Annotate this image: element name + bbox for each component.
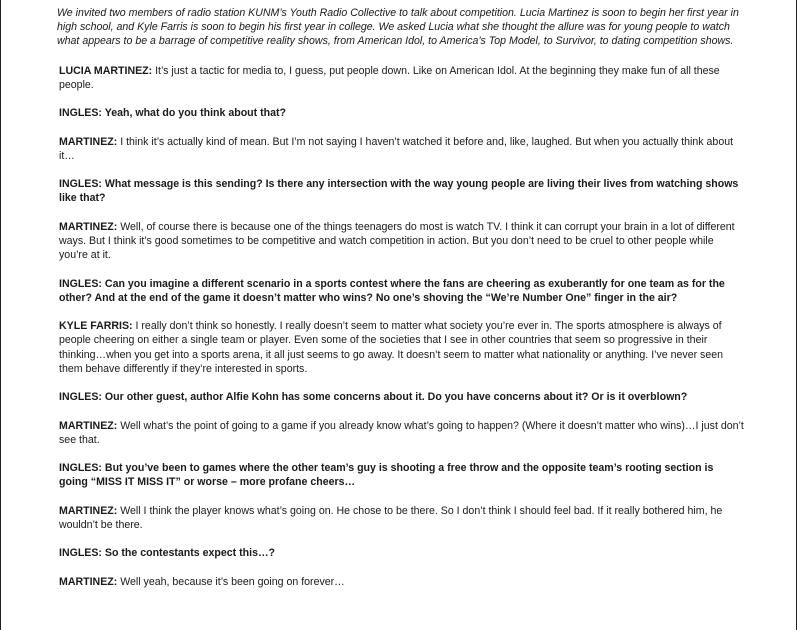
speaker-label: INGLES:: [59, 462, 102, 475]
speaker-label: MARTINEZ:: [59, 575, 118, 588]
speaker-label: MARTINEZ:: [59, 135, 118, 148]
speaker-label: MARTINEZ:: [59, 504, 118, 517]
utterance-text: Well what’s the point of going to a game if you already know what’s going to happen? (Where it doesn’t matter who wins)…I just don’t see that.: [59, 419, 744, 446]
speaker-label: KYLE FARRIS:: [59, 320, 133, 333]
utterance-text: Well, of course there is because one of the things teenagers do most is watch TV. I think it can corrupt your brain in a lot of different ways. But I think it’s good sometimes to be competitive and watch competition in action. But you don’t need to be cruel to other people while you’re at it.: [59, 220, 735, 262]
transcript-paragraph: [57, 220, 745, 263]
utterance-text: Well yeah, because it’s been going on forever…: [117, 575, 345, 588]
question-paragraph: [57, 546, 745, 560]
utterance-text: Our other guest, author Alfie Kohn has some concerns about it. Do you have concerns about it? Or is it overblown?: [101, 391, 688, 404]
speaker-label: MARTINEZ:: [59, 419, 118, 432]
utterance-text: I think it’s actually kind of mean. But I’m not saying I haven’t watched it before and, like, laughed. But when you actually think about it…: [59, 135, 734, 162]
question-paragraph: [57, 106, 745, 120]
speaker-label: MARTINEZ:: [59, 220, 118, 233]
utterance-text: What message is this sending? Is there any intersection with the way young people are living their lives from watching shows like that?: [59, 178, 739, 205]
utterance-text: Yeah, what do you think about that?: [101, 107, 286, 120]
utterance-text: Can you imagine a different scenario in a sports contest where the fans are cheering as exuberantly for one team as for the other? And at the end of the game it doesn’t matter who wins? No one’s shoving the “We’re Number One” finger in the air?: [59, 277, 725, 304]
transcript-paragraph: [57, 504, 745, 532]
transcript-paragraph: [57, 135, 745, 163]
speaker-label: INGLES:: [59, 391, 102, 404]
question-paragraph: [57, 277, 745, 305]
speaker-label: INGLES:: [59, 547, 102, 560]
question-paragraph: [57, 177, 745, 205]
speaker-label: LUCIA MARTINEZ:: [59, 64, 153, 77]
question-paragraph: [57, 461, 745, 489]
utterance-text: But you’ve been to games where the other team’s guy is shooting a free throw and the opposite team’s rooting section is going “MISS IT MISS IT” or worse – more profane cheers…: [59, 462, 714, 489]
transcript-body: [57, 6, 745, 603]
speaker-label: INGLES:: [59, 178, 102, 191]
transcript-paragraph: [57, 319, 745, 376]
utterance-text: It’s just a tactic for media to, I guess, put people down. Like on American Idol. At the beginning they make fun of all these people.: [59, 64, 720, 91]
utterance-text: I really don’t think so honestly. I really doesn’t seem to matter what society you’re ever in. The sports atmosphere is always of people cheering on either a single team or player. Even some of the societies that I see in other countries that seem so progressive in their thinking…when you get into a sports arena, it all just seems to go away. It doesn’t seem to matter what nationality or anything. I’ve never seen them behave differently if they’re interested in sports.: [59, 320, 724, 375]
utterance-text: Well I think the player knows what’s going on. He chose to be there. So I don’t think I should feel bad. If it really bothered him, he wouldn’t be there.: [59, 504, 723, 531]
intro-paragraph: We invited two members of radio station KUNM’s Youth Radio Collective to talk about competition. Lucia Martinez is soon to begin her first year in high school, and Kyle Farris is soon to begin his first year in college. We asked Lucia what she thought the allure was for young people to watch what appears to be a barrage of competitive reality shows, from American Idol, to America’s Top Model, to Survivor, to dating competition shows.: [57, 7, 739, 48]
transcript-paragraph: [57, 575, 745, 589]
utterance-text: So the contestants expect this…?: [101, 547, 276, 560]
transcript-paragraph: [57, 419, 745, 447]
transcript-paragraph: [57, 64, 745, 92]
speaker-label: INGLES:: [59, 277, 102, 290]
speaker-label: INGLES:: [59, 107, 102, 120]
question-paragraph: [57, 390, 745, 404]
